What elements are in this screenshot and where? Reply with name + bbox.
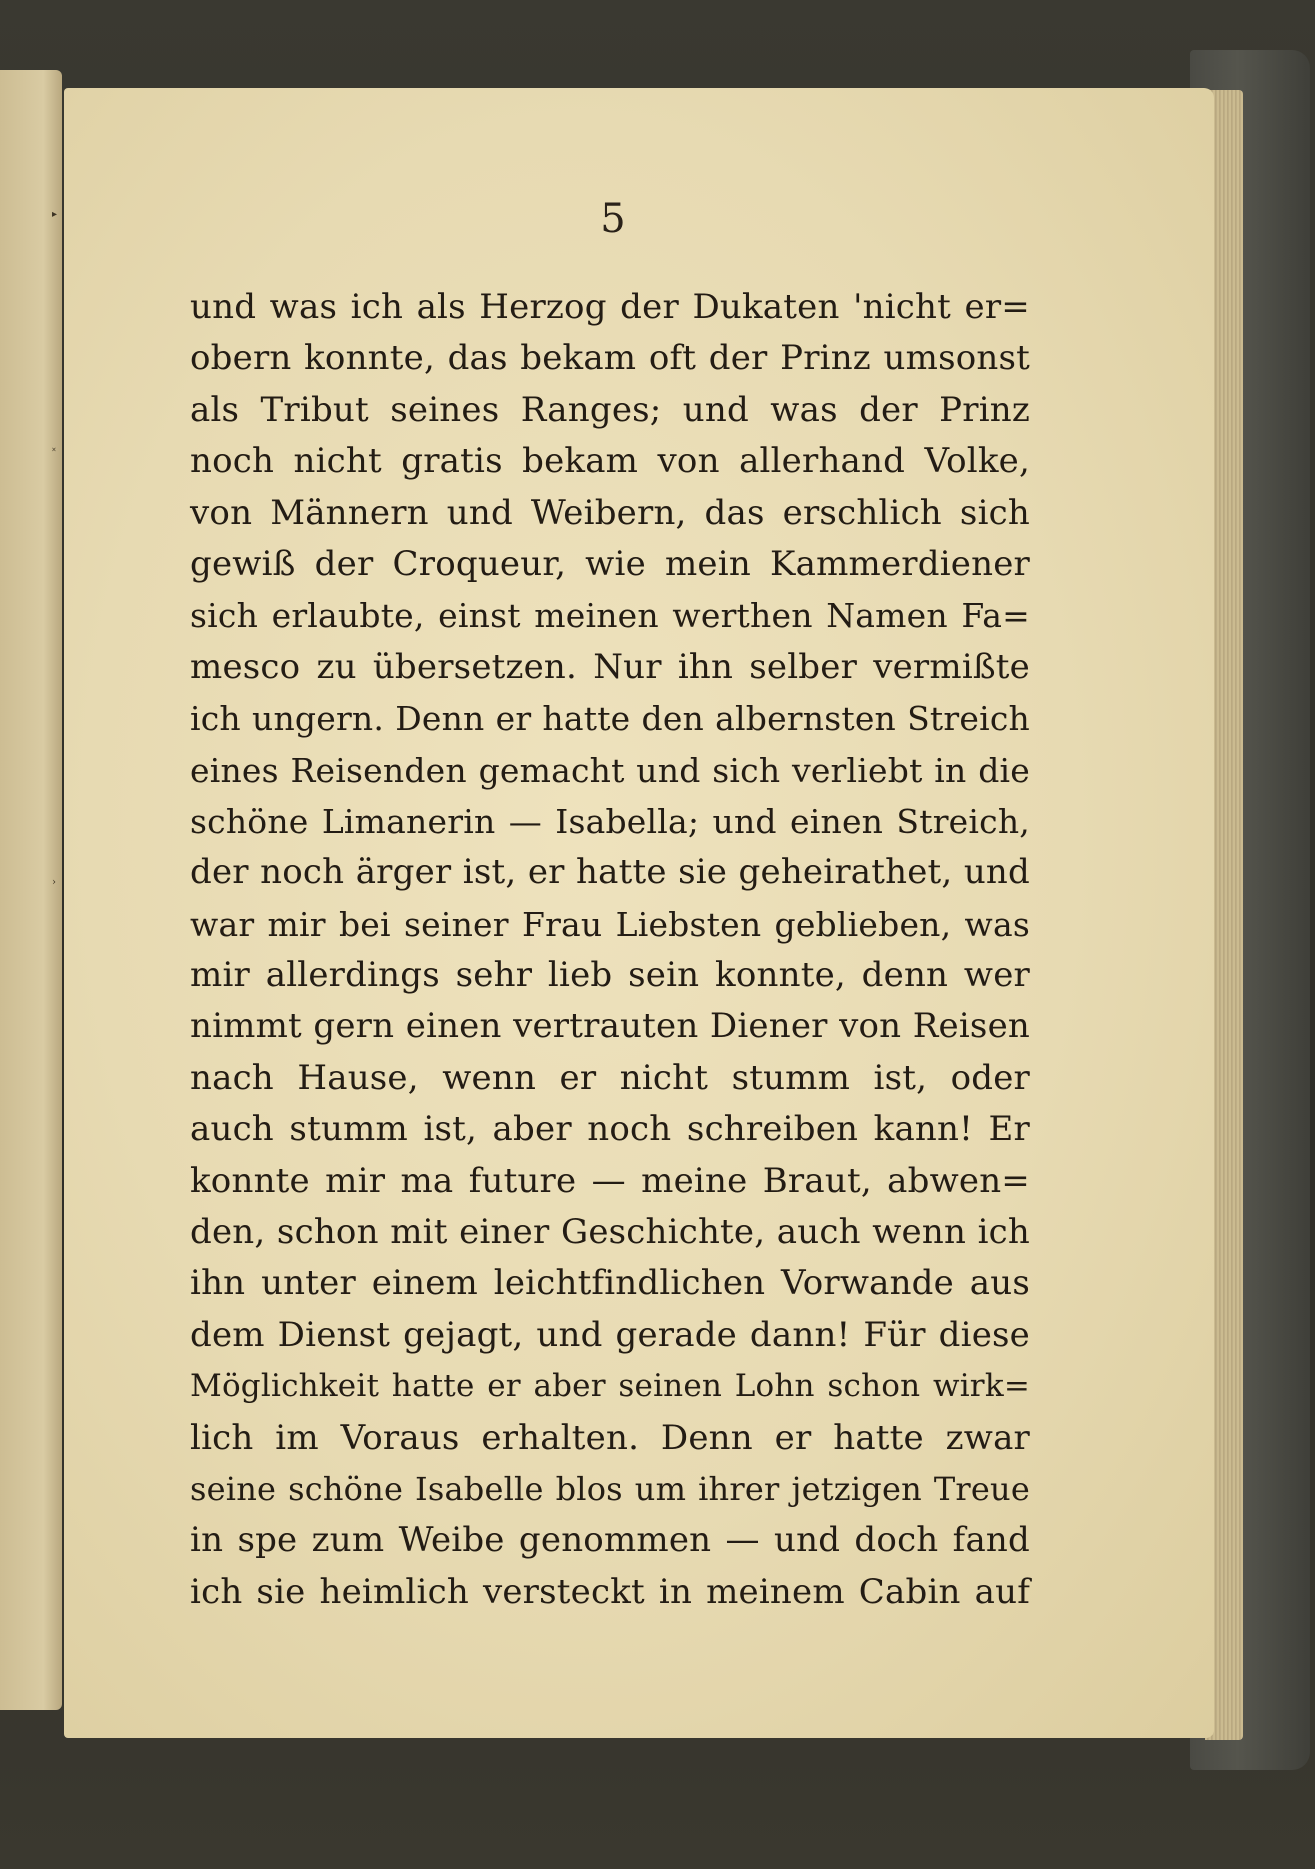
text-line: noch nicht gratis bekam von allerhand Volke, (190, 441, 1030, 482)
text-line: in spe zum Weibe genommen — und doch fand (190, 1520, 1030, 1561)
text-line: konnte mir ma future — meine Braut, abwen= (190, 1160, 1030, 1201)
text-line: schöne Limanerin — Isabella; und einen Streich, (190, 801, 1030, 841)
text-line: nimmt gern einen vertrauten Diener von Reisen (190, 1006, 1030, 1047)
text-line: ich sie heimlich versteckt in meinem Cabin auf (190, 1571, 1030, 1612)
text-line: eines Reisenden gemacht und sich verliebt in die (190, 750, 1030, 790)
text-line: seine schöne Isabelle blos um ihrer jetzigen Treue (190, 1469, 1030, 1508)
text-line: war mir bei seiner Frau Liebsten geblieben, was (190, 904, 1030, 944)
text-line: den, schon mit einer Geschichte, auch wenn ich (190, 1212, 1030, 1253)
facing-page-edge (0, 70, 62, 1710)
page-body-text (190, 282, 1030, 1622)
text-line: dem Dienst gejagt, und gerade dann! Für diese (190, 1314, 1030, 1355)
text-line: der noch ärger ist, er hatte sie geheirathet, und (190, 852, 1030, 893)
text-line: als Tribut seines Ranges; und was der Prinz (190, 389, 1030, 430)
text-line: mir allerdings sehr lieb sein konnte, denn wer (190, 955, 1030, 996)
text-line: Möglichkeit hatte er aber seinen Lohn schon wirk= (190, 1368, 1030, 1405)
text-line: ihn unter einem leichtfindlichen Vorwande aus (190, 1263, 1030, 1304)
margin-mark: ˟ (52, 447, 56, 458)
text-line: ich ungern. Denn er hatte den albernsten Streich (190, 699, 1030, 739)
text-line: sich erlaubte, einst meinen werthen Namen Fa= (190, 596, 1030, 636)
page-number: 5 (600, 196, 626, 242)
text-line: obern konnte, das bekam oft der Prinz umsonst (190, 338, 1030, 379)
text-line: und was ich als Herzog der Dukaten 'nicht er= (190, 287, 1030, 327)
margin-mark: › (52, 877, 56, 888)
text-line: lich im Voraus erhalten. Denn er hatte zwar (190, 1417, 1030, 1458)
text-line: von Männern und Weibern, das erschlich sich (190, 492, 1030, 533)
text-line: gewiß der Croqueur, wie mein Kammerdiener (190, 543, 1030, 584)
margin-mark: ▸ (52, 209, 58, 220)
text-line: auch stumm ist, aber noch schreiben kann! Er (190, 1109, 1030, 1150)
text-line: nach Hause, wenn er nicht stumm ist, oder (190, 1057, 1030, 1098)
text-line: mesco zu übersetzen. Nur ihn selber vermißte (190, 646, 1030, 687)
